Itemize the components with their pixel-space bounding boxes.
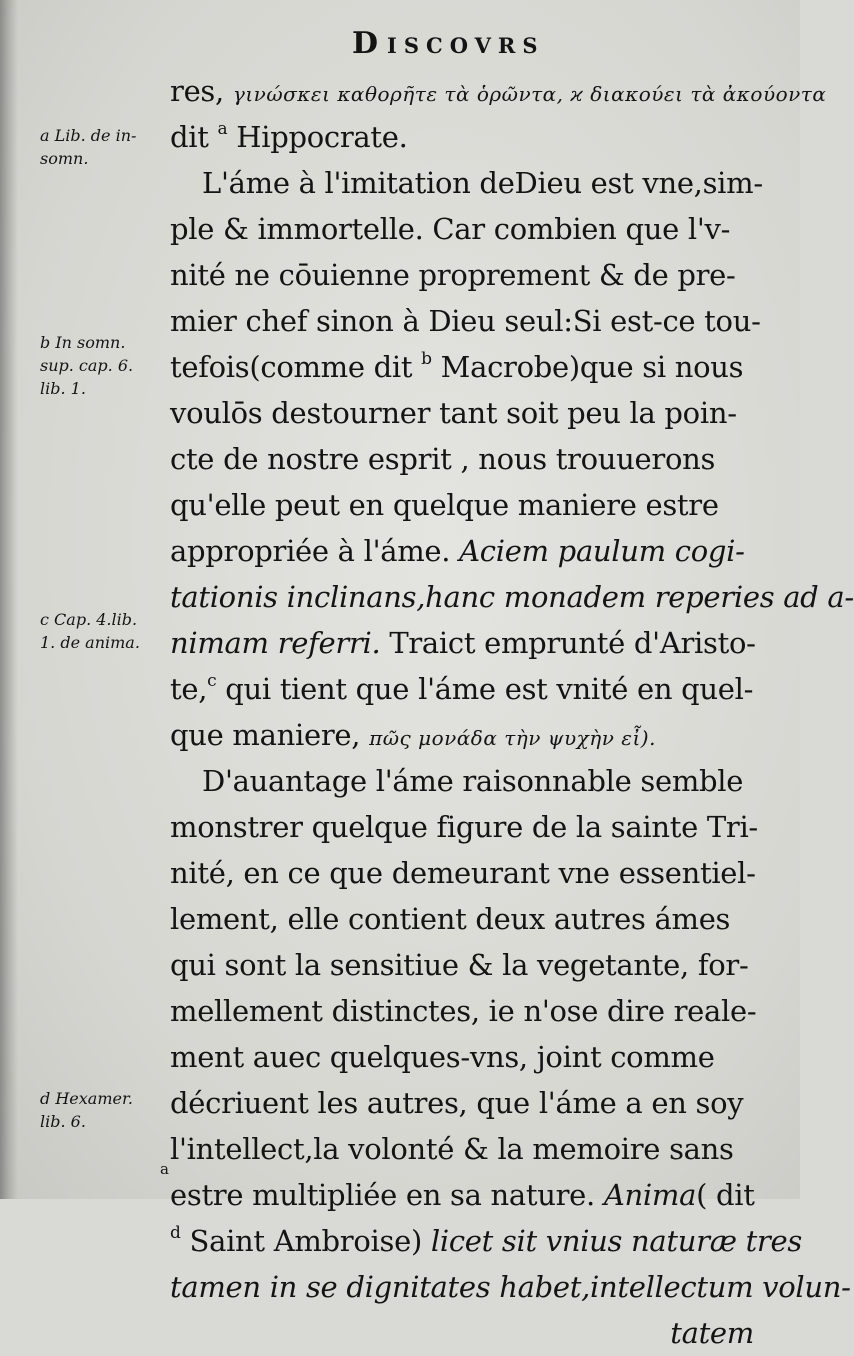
text-line bbox=[170, 988, 760, 1034]
text-span: D'auantage l'áme raisonnable semble bbox=[202, 764, 744, 798]
running-head-rest: ISCOVRS bbox=[387, 33, 545, 58]
footnote-marker: b bbox=[421, 349, 432, 369]
latin-quote: nimam referri. bbox=[170, 626, 381, 660]
text-line bbox=[170, 574, 854, 620]
text-line bbox=[170, 758, 760, 804]
text-span: Hippocrate. bbox=[227, 120, 408, 154]
body-text bbox=[170, 68, 854, 1356]
text-span: monstrer quelque figure de la sainte Tri- bbox=[170, 810, 758, 844]
text-line bbox=[170, 942, 760, 988]
margin-note-d bbox=[40, 1087, 133, 1133]
margin-note-line: c Cap. 4.lib. bbox=[40, 610, 138, 629]
greek-text: γινώσκει καθορῆτε τὰ ὁρῶντα, ϰ διακούει τὰ ἀκούοντα bbox=[232, 82, 827, 106]
text-span: l'intellect,la volonté & la memoire sans bbox=[170, 1132, 734, 1166]
text-span: te, bbox=[170, 672, 208, 706]
margin-note-line: lib. 1. bbox=[40, 379, 86, 398]
latin-quote: tatem bbox=[670, 1316, 754, 1350]
text-span: ( dit bbox=[696, 1178, 755, 1212]
text-span: appropriée à l'áme. bbox=[170, 534, 460, 568]
text-line bbox=[170, 252, 760, 298]
text-line bbox=[170, 482, 760, 528]
gutter-shadow bbox=[0, 0, 18, 1199]
text-span: cte de nostre esprit , nous trouuerons bbox=[170, 442, 716, 476]
greek-text: πῶς μονάδα τὴν ψυχὴν εἶ). bbox=[369, 726, 656, 750]
text-span: décriuent les autres, que l'áme a en soy bbox=[170, 1086, 744, 1120]
text-span: dit bbox=[170, 120, 218, 154]
text-span: ment auec quelques-vns, joint comme bbox=[170, 1040, 715, 1074]
latin-quote: Anima bbox=[603, 1178, 697, 1212]
signature-mark: a bbox=[160, 1160, 169, 1178]
text-span: mellement distinctes, ie n'ose dire reale- bbox=[170, 994, 757, 1028]
text-span: L'áme à l'imitation deDieu est vne,sim- bbox=[202, 166, 763, 200]
text-line bbox=[170, 1264, 851, 1310]
text-line bbox=[170, 804, 760, 850]
margin-note-b bbox=[40, 331, 133, 400]
text-span: Traict emprunté d'Aristo- bbox=[380, 626, 756, 660]
text-line bbox=[170, 712, 760, 758]
margin-note-c bbox=[40, 608, 140, 654]
latin-quote: tationis inclinans,hanc monadem reperies ad a- bbox=[170, 580, 854, 614]
margin-note-line: somn. bbox=[40, 149, 89, 168]
text-line bbox=[170, 436, 760, 482]
text-line bbox=[170, 114, 760, 160]
text-line bbox=[170, 298, 760, 344]
latin-quote: Aciem paulum cogi- bbox=[459, 534, 745, 568]
text-span: lement, elle contient deux autres ámes bbox=[170, 902, 731, 936]
margin-note-line: sup. cap. 6. bbox=[40, 356, 134, 375]
margin-note-line: a Lib. de in- bbox=[40, 126, 137, 145]
footnote-marker: a bbox=[217, 119, 228, 139]
text-span: estre multipliée en sa nature. bbox=[170, 1178, 604, 1212]
text-span: nité ne cōuienne proprement & de pre- bbox=[170, 258, 736, 292]
margin-note-line: d Hexamer. bbox=[40, 1089, 133, 1108]
text-span: qui sont la sensitiue & la vegetante, for- bbox=[170, 948, 749, 982]
text-line bbox=[170, 160, 763, 206]
text-line bbox=[170, 68, 827, 114]
latin-quote: licet sit vnius naturæ tres bbox=[430, 1224, 802, 1258]
text-span: tefois(comme dit bbox=[170, 350, 422, 384]
text-span: nité, en ce que demeurant vne essentiel- bbox=[170, 856, 756, 890]
text-span: qu'elle peut en quelque maniere estre bbox=[170, 488, 719, 522]
text-line bbox=[170, 1218, 802, 1264]
text-line bbox=[170, 1126, 760, 1172]
text-span: Saint Ambroise) bbox=[180, 1224, 431, 1258]
text-line bbox=[170, 1172, 760, 1218]
text-span: voulōs destourner tant soit peu la poin- bbox=[170, 396, 737, 430]
margin-note-line: lib. 6. bbox=[40, 1112, 86, 1131]
text-line bbox=[170, 390, 760, 436]
text-line bbox=[170, 206, 760, 252]
running-head bbox=[352, 26, 545, 61]
text-line bbox=[170, 344, 760, 390]
margin-note-a bbox=[40, 124, 136, 170]
running-head-initial: D bbox=[352, 26, 388, 61]
text-line bbox=[170, 1080, 760, 1126]
text-span: que maniere, bbox=[170, 718, 370, 752]
text-span: qui tient que l'áme est vnité en quel- bbox=[216, 672, 754, 706]
text-line bbox=[170, 1034, 760, 1080]
text-span: res, bbox=[170, 74, 233, 108]
margin-note-line: b In somn. bbox=[40, 333, 126, 352]
latin-quote: tamen in se dignitates habet,intellectum volun- bbox=[170, 1270, 851, 1304]
footnote-marker: d bbox=[170, 1223, 181, 1243]
text-line bbox=[170, 896, 760, 942]
text-span: mier chef sinon à Dieu seul:Si est-ce tou- bbox=[170, 304, 761, 338]
text-line bbox=[170, 528, 760, 574]
text-span: Macrobe)que si nous bbox=[431, 350, 744, 384]
text-line bbox=[170, 850, 760, 896]
text-span: ple & immortelle. Car combien que l'v- bbox=[170, 212, 731, 246]
margin-note-line: 1. de anima. bbox=[40, 633, 140, 652]
text-line bbox=[170, 620, 760, 666]
text-line bbox=[170, 1310, 760, 1356]
footnote-marker: c bbox=[207, 671, 217, 691]
text-line bbox=[170, 666, 760, 712]
